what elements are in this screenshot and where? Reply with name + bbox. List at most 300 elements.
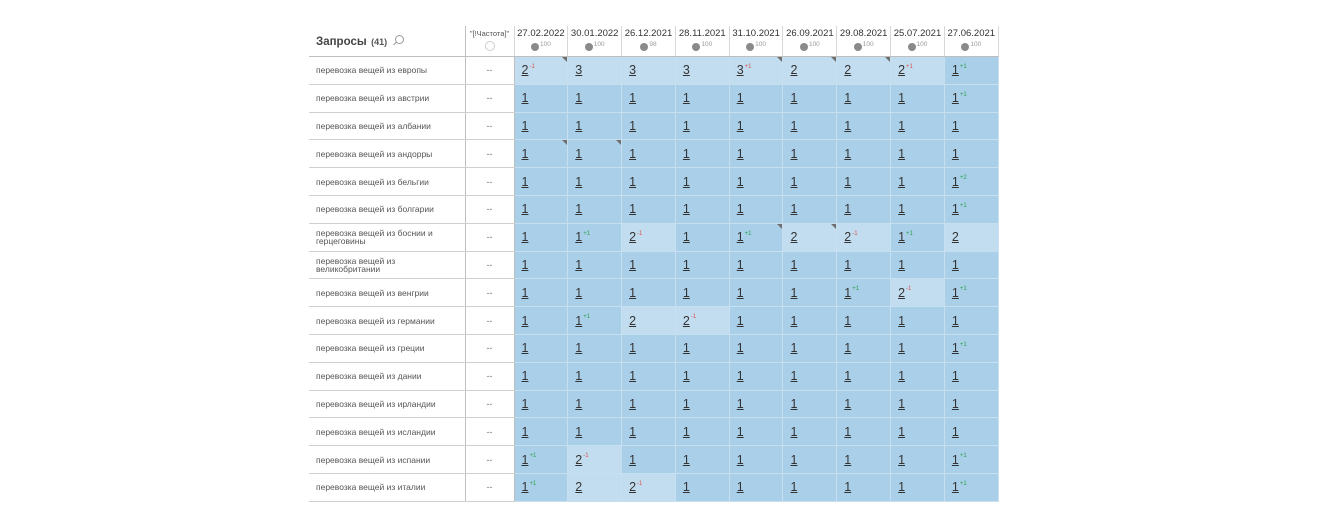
table-row xyxy=(309,334,998,362)
position-cell xyxy=(783,446,837,474)
position-link[interactable]: 1 xyxy=(844,369,852,384)
position-link[interactable]: 1 xyxy=(736,174,744,189)
position-cell xyxy=(729,334,783,362)
position-link[interactable]: 1 xyxy=(682,480,690,495)
position-link[interactable]: 1 xyxy=(898,452,906,467)
position-cell xyxy=(891,251,945,279)
position-link[interactable]: 1 xyxy=(844,480,852,495)
position-link[interactable]: 1 xyxy=(682,341,690,356)
position-link[interactable]: 2 xyxy=(575,452,583,467)
position-link[interactable]: 1 xyxy=(682,452,690,467)
position-link[interactable]: 1 xyxy=(682,424,690,439)
position-link[interactable]: 1 xyxy=(951,202,959,217)
table-row xyxy=(309,84,998,112)
position-cell xyxy=(944,223,998,251)
position-link[interactable]: 1 xyxy=(898,202,906,217)
position-link[interactable]: 1 xyxy=(736,146,744,161)
position-link[interactable]: 1 xyxy=(951,63,959,78)
table-row xyxy=(309,251,998,279)
position-link[interactable]: 1 xyxy=(951,174,959,189)
position-cell xyxy=(514,362,568,390)
position-link[interactable]: 1 xyxy=(575,285,583,300)
position-cell xyxy=(944,195,998,223)
position-link[interactable]: 1 xyxy=(629,257,637,272)
position-cell xyxy=(837,223,891,251)
position-link[interactable]: 1 xyxy=(898,230,906,245)
search-icon[interactable] xyxy=(395,35,404,44)
position-cell xyxy=(891,57,945,85)
position-link[interactable]: 1 xyxy=(790,285,798,300)
position-link[interactable]: 1 xyxy=(844,174,852,189)
position-link[interactable]: 2 xyxy=(790,230,798,245)
position-cell xyxy=(944,279,998,307)
position-cell xyxy=(514,334,568,362)
query-cell: перевозка вещей из исландии xyxy=(309,418,465,446)
position-link[interactable]: 1 xyxy=(521,257,529,272)
position-link[interactable]: 1 xyxy=(521,396,529,411)
position-link[interactable]: 1 xyxy=(521,341,529,356)
position-delta: -1 xyxy=(583,453,589,460)
position-link[interactable]: 1 xyxy=(736,313,744,328)
position-link[interactable]: 1 xyxy=(951,424,959,439)
position-link[interactable]: 1 xyxy=(521,230,529,245)
position-link[interactable]: 1 xyxy=(951,285,959,300)
position-link[interactable]: 1 xyxy=(736,396,744,411)
position-link[interactable]: 1 xyxy=(575,396,583,411)
position-cell xyxy=(729,84,783,112)
position-link[interactable]: 2 xyxy=(898,285,906,300)
position-cell xyxy=(891,195,945,223)
position-link[interactable]: 1 xyxy=(521,313,529,328)
position-link[interactable]: 1 xyxy=(629,174,637,189)
position-link[interactable]: 1 xyxy=(951,313,959,328)
query-cell: перевозка вещей из боснии и герцеговины xyxy=(309,223,465,251)
frequency-cell: -- xyxy=(465,390,514,418)
position-link[interactable]: 1 xyxy=(521,424,529,439)
position-link[interactable]: 1 xyxy=(898,118,906,133)
position-cell xyxy=(675,307,729,335)
position-link[interactable]: 2 xyxy=(629,230,637,245)
position-link[interactable]: 1 xyxy=(575,341,583,356)
frequency-header[interactable] xyxy=(465,26,514,57)
position-cell xyxy=(675,140,729,168)
position-cell xyxy=(944,168,998,196)
position-link[interactable]: 1 xyxy=(629,452,637,467)
position-link[interactable]: 1 xyxy=(790,257,798,272)
position-cell xyxy=(783,112,837,140)
position-link[interactable]: 1 xyxy=(521,118,529,133)
position-link[interactable]: 1 xyxy=(629,396,637,411)
position-link[interactable]: 1 xyxy=(629,146,637,161)
position-link[interactable]: 1 xyxy=(790,424,798,439)
position-link[interactable]: 1 xyxy=(951,480,959,495)
frequency-cell: -- xyxy=(465,279,514,307)
search-engine-icon xyxy=(692,43,700,51)
position-cell xyxy=(944,112,998,140)
position-link[interactable]: 1 xyxy=(575,202,583,217)
position-cell xyxy=(783,251,837,279)
position-link[interactable]: 1 xyxy=(898,424,906,439)
position-link[interactable]: 2 xyxy=(629,480,637,495)
coverage-percent: 100 xyxy=(862,41,874,48)
position-link[interactable]: 1 xyxy=(736,91,744,106)
position-cell xyxy=(891,168,945,196)
position-delta: -1 xyxy=(906,286,912,293)
position-cell xyxy=(622,279,676,307)
coverage-indicator xyxy=(730,39,783,51)
position-link[interactable]: 1 xyxy=(682,174,690,189)
position-cell xyxy=(837,251,891,279)
position-delta: +1 xyxy=(744,230,752,237)
position-link[interactable]: 1 xyxy=(521,285,529,300)
date-column-header[interactable] xyxy=(891,26,945,57)
position-link[interactable]: 2 xyxy=(844,63,852,78)
position-cell xyxy=(891,334,945,362)
position-delta: +1 xyxy=(959,342,967,349)
position-cell xyxy=(783,195,837,223)
position-link[interactable]: 2 xyxy=(898,63,906,78)
date-label: 25.07.2021 xyxy=(893,28,942,39)
position-cell xyxy=(622,140,676,168)
coverage-percent: 98 xyxy=(649,41,657,48)
coverage-percent: 100 xyxy=(701,41,713,48)
position-cell xyxy=(944,307,998,335)
position-link[interactable]: 1 xyxy=(575,424,583,439)
position-link[interactable]: 2 xyxy=(575,480,583,495)
query-cell: перевозка вещей из болгарии xyxy=(309,195,465,223)
position-link[interactable]: 1 xyxy=(898,91,906,106)
position-cell xyxy=(944,334,998,362)
coverage-indicator xyxy=(676,39,729,51)
coverage-percent: 100 xyxy=(593,41,605,48)
position-link[interactable]: 2 xyxy=(682,313,690,328)
position-link[interactable]: 1 xyxy=(898,146,906,161)
position-cell xyxy=(729,195,783,223)
position-cell xyxy=(783,362,837,390)
position-link[interactable]: 1 xyxy=(898,174,906,189)
position-link[interactable]: 1 xyxy=(736,230,744,245)
frequency-cell: -- xyxy=(465,168,514,196)
position-link[interactable]: 1 xyxy=(521,369,529,384)
queries-header[interactable] xyxy=(309,26,465,57)
position-cell xyxy=(622,307,676,335)
position-cell xyxy=(944,140,998,168)
position-cell xyxy=(675,84,729,112)
position-link[interactable]: 1 xyxy=(951,452,959,467)
position-link[interactable]: 1 xyxy=(521,452,529,467)
coverage-percent: 100 xyxy=(808,41,820,48)
position-link[interactable]: 1 xyxy=(521,146,529,161)
position-link[interactable]: 1 xyxy=(521,480,529,495)
position-cell xyxy=(568,446,622,474)
position-link[interactable]: 1 xyxy=(682,230,690,245)
position-cell xyxy=(944,251,998,279)
table-row xyxy=(309,140,998,168)
position-cell xyxy=(622,195,676,223)
position-link[interactable]: 3 xyxy=(629,63,637,78)
date-column-header[interactable] xyxy=(729,26,783,57)
position-link[interactable]: 1 xyxy=(790,91,798,106)
position-link[interactable]: 1 xyxy=(736,118,744,133)
position-link[interactable]: 2 xyxy=(790,63,798,78)
position-cell xyxy=(891,418,945,446)
position-link[interactable]: 1 xyxy=(790,202,798,217)
position-link[interactable]: 1 xyxy=(736,202,744,217)
position-cell xyxy=(514,390,568,418)
position-link[interactable]: 1 xyxy=(844,257,852,272)
queries-title: Запросы xyxy=(316,36,367,48)
position-cell xyxy=(622,84,676,112)
position-cell xyxy=(568,223,622,251)
position-cell xyxy=(783,390,837,418)
position-link[interactable]: 3 xyxy=(736,63,744,78)
frequency-cell: -- xyxy=(465,362,514,390)
position-cell xyxy=(729,446,783,474)
position-link[interactable]: 1 xyxy=(575,118,583,133)
position-delta: +1 xyxy=(959,286,967,293)
position-link[interactable]: 1 xyxy=(790,396,798,411)
position-link[interactable]: 1 xyxy=(736,369,744,384)
position-link[interactable]: 1 xyxy=(682,118,690,133)
frequency-cell: -- xyxy=(465,251,514,279)
position-delta: -1 xyxy=(529,64,535,71)
frequency-cell: -- xyxy=(465,446,514,474)
position-delta: -1 xyxy=(637,481,643,488)
position-cell xyxy=(944,84,998,112)
table-row xyxy=(309,446,998,474)
position-cell xyxy=(837,307,891,335)
position-link[interactable]: 1 xyxy=(575,369,583,384)
position-link[interactable]: 1 xyxy=(898,313,906,328)
position-link[interactable]: 1 xyxy=(790,118,798,133)
position-link[interactable]: 1 xyxy=(790,452,798,467)
position-link[interactable]: 1 xyxy=(682,369,690,384)
position-link[interactable]: 1 xyxy=(898,369,906,384)
position-link[interactable]: 1 xyxy=(844,91,852,106)
position-link[interactable]: 1 xyxy=(844,313,852,328)
position-link[interactable]: 1 xyxy=(844,118,852,133)
position-cell xyxy=(675,446,729,474)
position-cell xyxy=(783,57,837,85)
position-link[interactable]: 1 xyxy=(790,146,798,161)
position-link[interactable]: 1 xyxy=(844,146,852,161)
position-cell xyxy=(729,168,783,196)
position-cell xyxy=(514,195,568,223)
position-link[interactable]: 1 xyxy=(575,313,583,328)
position-cell xyxy=(622,473,676,501)
position-cell xyxy=(837,334,891,362)
query-cell: перевозка вещей из германии xyxy=(309,307,465,335)
position-link[interactable]: 1 xyxy=(844,285,852,300)
table-row xyxy=(309,195,998,223)
position-cell xyxy=(568,168,622,196)
position-cell xyxy=(837,418,891,446)
position-cell xyxy=(622,223,676,251)
position-link[interactable]: 1 xyxy=(844,202,852,217)
position-link[interactable]: 1 xyxy=(951,118,959,133)
position-link[interactable]: 1 xyxy=(898,396,906,411)
search-engine-icon xyxy=(854,43,862,51)
frequency-cell: -- xyxy=(465,112,514,140)
position-link[interactable]: 1 xyxy=(844,452,852,467)
position-cell xyxy=(837,195,891,223)
position-cell xyxy=(783,418,837,446)
position-delta: +1 xyxy=(583,230,591,237)
position-link[interactable]: 1 xyxy=(629,118,637,133)
position-link[interactable]: 1 xyxy=(790,480,798,495)
position-link[interactable]: 1 xyxy=(575,230,583,245)
position-cell xyxy=(622,390,676,418)
position-link[interactable]: 1 xyxy=(736,480,744,495)
date-label: 28.11.2021 xyxy=(678,28,726,39)
frequency-cell: -- xyxy=(465,223,514,251)
position-link[interactable]: 1 xyxy=(736,452,744,467)
positions-table xyxy=(309,26,999,502)
position-link[interactable]: 3 xyxy=(682,63,690,78)
position-cell xyxy=(783,84,837,112)
query-cell: перевозка вещей из албании xyxy=(309,112,465,140)
position-link[interactable]: 1 xyxy=(736,285,744,300)
query-cell: перевозка вещей из ирландии xyxy=(309,390,465,418)
position-link[interactable]: 1 xyxy=(629,202,637,217)
globe-icon xyxy=(485,41,495,51)
date-label: 29.08.2021 xyxy=(839,28,888,39)
position-link[interactable]: 1 xyxy=(790,341,798,356)
position-cell xyxy=(514,473,568,501)
position-link[interactable]: 1 xyxy=(951,396,959,411)
position-link[interactable]: 3 xyxy=(575,63,583,78)
position-cell xyxy=(837,446,891,474)
position-link[interactable]: 1 xyxy=(575,257,583,272)
position-cell xyxy=(622,446,676,474)
position-cell xyxy=(568,390,622,418)
position-link[interactable]: 1 xyxy=(951,146,959,161)
position-link[interactable]: 1 xyxy=(629,369,637,384)
position-link[interactable]: 2 xyxy=(629,313,637,328)
position-link[interactable]: 1 xyxy=(898,341,906,356)
position-link[interactable]: 1 xyxy=(844,341,852,356)
position-link[interactable]: 1 xyxy=(736,341,744,356)
position-link[interactable]: 1 xyxy=(682,91,690,106)
position-link[interactable]: 2 xyxy=(844,230,852,245)
position-link[interactable]: 1 xyxy=(521,174,529,189)
position-delta: +1 xyxy=(744,64,752,71)
position-link[interactable]: 1 xyxy=(736,424,744,439)
position-cell xyxy=(837,279,891,307)
date-column-header[interactable] xyxy=(675,26,729,57)
position-link[interactable]: 1 xyxy=(682,396,690,411)
position-link[interactable]: 1 xyxy=(575,91,583,106)
position-cell xyxy=(622,334,676,362)
search-engine-icon xyxy=(531,43,539,51)
table-row xyxy=(309,418,998,446)
position-cell xyxy=(944,362,998,390)
frequency-cell: -- xyxy=(465,195,514,223)
position-link[interactable]: 1 xyxy=(844,424,852,439)
position-link[interactable]: 1 xyxy=(790,369,798,384)
position-link[interactable]: 1 xyxy=(898,480,906,495)
position-delta: +2 xyxy=(959,175,967,182)
position-link[interactable]: 1 xyxy=(682,146,690,161)
position-link[interactable]: 1 xyxy=(629,424,637,439)
position-link[interactable]: 1 xyxy=(629,285,637,300)
position-cell xyxy=(568,307,622,335)
position-link[interactable]: 1 xyxy=(575,174,583,189)
table-row xyxy=(309,57,998,85)
position-link[interactable]: 1 xyxy=(629,341,637,356)
search-engine-icon xyxy=(585,43,593,51)
date-column-header[interactable] xyxy=(568,26,622,57)
position-delta: -1 xyxy=(852,230,858,237)
frequency-cell: -- xyxy=(465,140,514,168)
date-label: 27.02.2022 xyxy=(517,28,565,39)
position-delta: -1 xyxy=(690,314,697,321)
position-cell xyxy=(568,57,622,85)
position-link[interactable]: 1 xyxy=(951,91,959,106)
position-cell xyxy=(783,334,837,362)
position-link[interactable]: 1 xyxy=(736,257,744,272)
date-column-header[interactable] xyxy=(837,26,891,57)
query-cell: перевозка вещей из австрии xyxy=(309,84,465,112)
position-cell xyxy=(514,57,568,85)
position-cell xyxy=(622,57,676,85)
position-cell xyxy=(783,223,837,251)
date-column-header[interactable] xyxy=(783,26,837,57)
position-link[interactable]: 1 xyxy=(682,285,690,300)
position-link[interactable]: 1 xyxy=(951,369,959,384)
position-link[interactable]: 1 xyxy=(575,146,583,161)
position-cell xyxy=(514,84,568,112)
position-cell xyxy=(675,195,729,223)
position-link[interactable]: 1 xyxy=(629,91,637,106)
coverage-indicator xyxy=(837,39,890,51)
query-cell: перевозка вещей из испании xyxy=(309,446,465,474)
position-link[interactable]: 1 xyxy=(682,257,690,272)
position-cell xyxy=(837,84,891,112)
position-cell xyxy=(891,390,945,418)
position-cell xyxy=(675,390,729,418)
position-cell xyxy=(729,307,783,335)
position-cell xyxy=(729,251,783,279)
position-cell xyxy=(675,168,729,196)
position-link[interactable]: 1 xyxy=(790,174,798,189)
position-cell xyxy=(783,473,837,501)
position-link[interactable]: 1 xyxy=(951,257,959,272)
position-cell xyxy=(837,140,891,168)
position-cell xyxy=(568,362,622,390)
date-column-header[interactable] xyxy=(622,26,676,57)
position-link[interactable]: 1 xyxy=(521,91,529,106)
table-row xyxy=(309,390,998,418)
date-column-header[interactable] xyxy=(944,26,998,57)
position-link[interactable]: 1 xyxy=(790,313,798,328)
position-link[interactable]: 1 xyxy=(521,202,529,217)
position-cell xyxy=(783,168,837,196)
coverage-percent: 100 xyxy=(539,41,551,48)
frequency-cell: -- xyxy=(465,418,514,446)
position-link[interactable]: 1 xyxy=(682,202,690,217)
date-column-header[interactable] xyxy=(514,26,568,57)
table-row xyxy=(309,362,998,390)
position-link[interactable]: 2 xyxy=(521,63,529,78)
position-link[interactable]: 1 xyxy=(898,257,906,272)
position-link[interactable]: 2 xyxy=(951,230,959,245)
position-link[interactable]: 1 xyxy=(951,341,959,356)
position-cell xyxy=(729,112,783,140)
query-cell: перевозка вещей из европы xyxy=(309,57,465,85)
position-link[interactable]: 1 xyxy=(844,396,852,411)
frequency-cell: -- xyxy=(465,84,514,112)
